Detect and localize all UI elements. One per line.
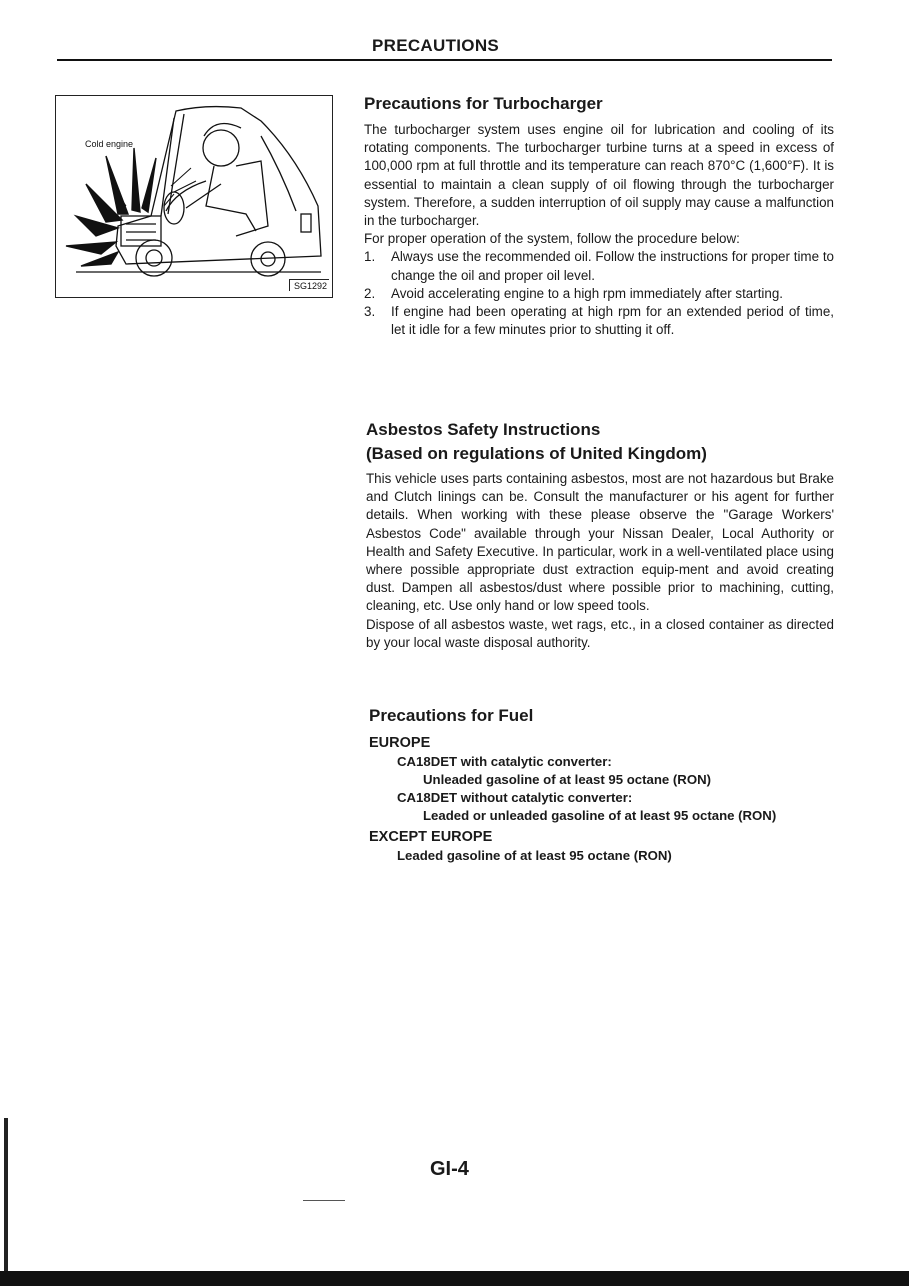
scan-edge-bottom <box>0 1271 909 1286</box>
fuel-region-except-europe: EXCEPT EUROPE <box>369 829 493 845</box>
turbo-step <box>364 303 834 339</box>
step-number: 1. <box>364 249 376 265</box>
fuel-section <box>369 704 839 865</box>
turbo-step <box>364 248 834 284</box>
fuel-model-with-cat: CA18DET with catalytic converter: <box>397 754 612 769</box>
scan-artifact-mark <box>303 1200 345 1201</box>
turbo-section <box>364 92 834 339</box>
step-text: Always use the recommended oil. Follow the instructions for proper time to change the oil and proper oil level. <box>391 249 834 283</box>
header-rule <box>57 59 832 61</box>
turbo-illustration <box>55 95 333 298</box>
fuel-region-europe: EUROPE <box>369 735 431 751</box>
turbo-steps <box>364 248 834 339</box>
illustration-drawing <box>56 96 334 299</box>
asbestos-heading: Asbestos Safety Instructions <box>366 420 601 439</box>
asbestos-paragraph: This vehicle uses parts containing asbestos, most are not hazardous but Brake and Clutch linings can be. Consult the manufacturer or his agent for further details. When working with these please observe the "Garage Workers' Asbestos Code" available through your Nissan Dealer, Local Authority or Health and Safety Executive. In particular, work in a well-ventilated place using where possible appropriate dust extraction equip-ment and avoid creating dust. Dampen all asbestos/dust where possible prior to machining, cutting, cleaning, etc. Use only hand or low speed tools. <box>366 471 834 614</box>
step-text: Avoid accelerating engine to a high rpm immediately after starting. <box>391 285 784 301</box>
asbestos-section <box>366 418 834 652</box>
asbestos-disposal: Dispose of all asbestos waste, wet rags, etc., in a closed container as directed by your local waste disposal authority. <box>366 616 834 650</box>
step-number: 2. <box>364 285 376 301</box>
fuel-spec-with-cat: Unleaded gasoline of at least 95 octane (RON) <box>423 772 711 787</box>
step-text: If engine had been operating at high rpm for an extended period of time, let it idle for a few minutes prior to shutting it off. <box>391 304 834 338</box>
turbo-intro: The turbocharger system uses engine oil for lubrication and cooling of its rotating components. The turbocharger turbine turns at a speed in excess of 100,000 rpm at full throttle and its temperature can reach 870°C (1,600°F). It is essential to maintain a clean supply of oil flowing through the turbocharger system. Therefore, a sudden interruption of oil supply may cause a malfunction in the turbocharger. <box>364 122 834 229</box>
page-number: GI-4 <box>430 1158 469 1180</box>
figure-code: SG1292 <box>289 279 329 291</box>
turbo-lead: For proper operation of the system, follow the procedure below: <box>364 231 740 247</box>
scan-edge-left <box>4 1118 8 1278</box>
fuel-heading: Precautions for Fuel <box>369 706 534 725</box>
turbo-step <box>364 285 834 303</box>
step-number: 3. <box>364 304 376 320</box>
fuel-spec-without-cat: Leaded or unleaded gasoline of at least 95 octane (RON) <box>423 808 777 823</box>
turbo-heading: Precautions for Turbocharger <box>364 94 603 113</box>
asbestos-subheading: (Based on regulations of United Kingdom) <box>366 444 707 463</box>
fuel-spec-except-europe: Leaded gasoline of at least 95 octane (RON) <box>397 848 672 863</box>
page-header-title: PRECAUTIONS <box>372 36 500 55</box>
fuel-model-without-cat: CA18DET without catalytic converter: <box>397 790 633 805</box>
figure-label: Cold engine <box>85 139 134 149</box>
